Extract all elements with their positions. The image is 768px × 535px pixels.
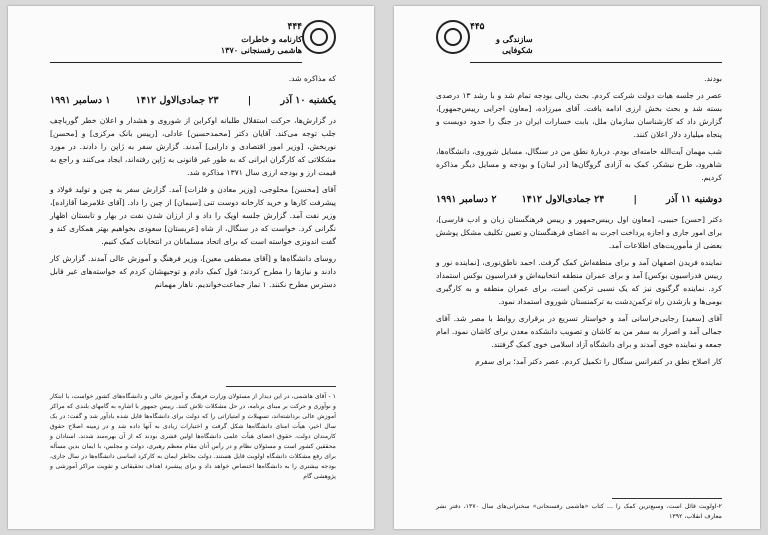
paragraph: نماینده فریدن اصفهان آمد و برای منطقه‌اش کمک گرفت. احمد ناطق‌نوری، [نماینده نور و رییس فدراسیون بوکس] آمد و برای عمران منطقه انتخابیه‌اش و فدراسیون بوکس استمداد کرد. نماینده گرگنوی نیز که یک نسبی ترکمن است، برای عمران منطقه و به کارگیری بومی‌ها و بازشدن راه ترکمن‌دشت به ترکمنستان شوروی استمداد نمود. (436, 258, 722, 306)
running-title (221, 34, 302, 56)
right-page-header (436, 20, 722, 66)
header-rule (470, 62, 722, 63)
date-gregorian: ۲ دسامبر ۱۹۹۱ (436, 194, 497, 205)
right-page-body (436, 72, 722, 372)
left-page-body (50, 72, 336, 295)
paragraph: آقای [سعید] رجایی‌خراسانی آمد و خواستار تسریع در برقراری روابط با مصر شد. آقای جمالی آمد و اصرار به سفر من به کاشان و تصویب دانشکده معدن برای کاشان نمود. امام جمعه و نماینده خوی آمدند و برای دانشگاه آزاد اسلامی خوی کمک گرفتند. (436, 314, 722, 349)
page-number: ۴۴۵ (470, 22, 485, 32)
running-title-line1: کارنامه و خاطرات (241, 34, 302, 44)
paragraph: روسای دانشگاه‌ها و [آقای مصطفی معین]، وزیر فرهنگ و آموزش عالی آمدند. گزارش کار دادند و نیازها را مطرح کردند؛ قول کمک دادم و توجیهشان کردم که خواسته‌های غیر قابل دسترس مطرح نکنند. ۱ نماز جماعت‌خواندیم. ناهار مهمانم (50, 254, 336, 289)
paragraph: شب مهمان آیت‌الله خامنه‌ای بودم. دربارهٔ نطق من در سنگال، مسایل شوروی، دانشگاه‌ها، شاهرود، طرح نیشکر، کمک به آزادی گروگان‌ها [در لبنان] و بودجه و مسایل دیگر مذاکره کردیم. (436, 147, 722, 182)
paragraph: دکتر [حسن] حبیبی، [معاون اول رییس‌جمهور و رییس فرهنگستان زبان و ادب فارسی]، برای امور جاری و اجازه پرداخت اجرت به اعضای فرهنگستان و تعیین تکلیف مشکل پوشش بعضی از مأموریت‌های اطلاعات آمد. (436, 215, 722, 250)
date-gregorian: ۱ دسامبر ۱۹۹۱ (50, 95, 111, 106)
intro-text: که مذاکره شد. (288, 74, 336, 83)
paragraph: بودند. (704, 74, 722, 83)
paragraph: در گزارش‌ها، حرکت استقلال طلبانه اوکراین از شوروی و هشدار و اعلان خطر گورباچف جلب توجه می‌کند. آقایان دکتر [محمدحسین] عادلی، [رییس بانک مرکزی] و [محسن] نوربخش، [وزیر امور اقتصادی و دارایی] آمدند. گزارش سفر به ژاپن را دادند. در مورد مشکلاتی که کارگران ایرانی که به طور غیر قانونی به ژاپن رفته‌اند، ایجاد می‌کنند و راجع به قیمت ارز و بودجه ارزی سال ۱۳۷۱ مذاکره شد. (50, 116, 336, 177)
footnote-rule (612, 498, 722, 499)
page-number: ۴۴۴ (287, 22, 302, 32)
footnote-rule (226, 386, 336, 387)
footnote: ۲-اولویت قائل است، وسیع‌ترین کمک را ... کتاب «هاشمی رفسنجانی» سخنرانی‌های سال ۱۳۷۰، دفتر نشر معارف انقلاب، ۱۳۹۲ (436, 503, 722, 520)
date-weekday: یکشنبه ۱۰ آذر (280, 95, 336, 106)
running-title (496, 34, 533, 56)
left-page-header (50, 20, 336, 66)
header-rule (50, 62, 302, 63)
book-emblem-icon (436, 20, 470, 54)
paragraph: آقای [محسن] محلوجی، [وزیر معادن و فلزات] آمد. گزارش سفر به چین و تولید فولاد و پیشرفت کارها و خرید کارخانه دوست تنی [سیمان] از چین را داد. [آقای غلامرضا آقازاده]، وزیر نفت آمد. گزارش جلسه اوپک را داد و از ارزان شدن نفت در بهار و تابستان اظهار نگرانی کرد. خواست که در سنگال، از شاه [عربستان] سعودی بخواهیم بهتر همکاری کند و گفت اندونزی خواسته است که برای اتحاد مسلمانان در انتخابات کمک کنیم. (50, 185, 336, 246)
date-weekday: دوشنبه ۱۱ آذر (666, 194, 722, 205)
left-page (8, 6, 374, 529)
paragraph: عصر در جلسه هیات دولت شرکت کردم. بحث ریالی بودجه تمام شد و با رشد ۱۳ درصدی بسته شد و بحث بخش ارزی ادامه یافت. آقای میرزاده، [معاون اجرایی رییس‌جمهور]، گزارش داد که کارشناسان سازمان ملل، بابت خسارات ایران در جنگ را حدود دویست و پنجاه میلیارد دلار اعلان کنند. (436, 91, 722, 139)
date-separator: | (633, 194, 637, 205)
book-emblem-icon (302, 20, 336, 54)
running-title-line2: شکوفایی (502, 45, 533, 55)
date-heading (436, 194, 722, 205)
running-title-line1: سازندگی و (496, 34, 533, 44)
footnote: ۱ - آقای هاشمی، در این دیدار از مسئولان وزارت فرهنگ و آموزش عالی و دانشگاه‌های کشور خواست، با ابتکار و نوآوری و حرکت بر مبنای برنامه، در حل مشکلات تلاش کنند. رییس جمهور با اشاره به گامهای بلندی که مراکز آموزش عالی برداشته‌اند، تسهیلات و امتیازاتی را که دولت برای دانشگاه‌ها قایل شده یادآور شد و گفت: در یک سال اخیر، هیأت امنای دانشگاه‌ها شکل گرفت و اختیارات زیادی به آنها داده شد و در زمینه اصلاح حقوق کارمندان دولت، حقوق اعضای هیأت علمی دانشگاه‌ها اولین قشری بودند که از آن بهره‌مند شدند. استادان و محققین کشور است و مسئولان نظام و در رأس آنان مقام معظم رهبری، دولت و مجلس، با ایمان بدین مسأله برای رفع مشکلات دانشگاه اولویت قایل هستند. دولت بخاطر ایمان به کارکرد اساسی دانشگاه‌ها در سال جاری، بودجه بیشتری را به دانشگاه‌ها اختصاص خواهد داد و برای پیشبرد اهداف تحقیقاتی و تقویت مراکز آموزشی و پژوهشی گام (50, 393, 336, 480)
running-title-line2: هاشمی رفسنجانی ۱۳۷۰ (220, 45, 302, 55)
date-separator: | (247, 95, 252, 106)
right-page (394, 6, 760, 529)
paragraph: کار اصلاح نطق در کنفرانس سنگال را تکمیل کردم. عصر دکتر آمد؛ برای سفرم (475, 357, 722, 366)
date-hijri: ۲۴ جمادی‌الاول ۱۴۱۲ (521, 194, 605, 205)
date-hijri: ۲۳ جمادی‌الاول ۱۴۱۲ (135, 95, 219, 106)
date-heading (50, 95, 336, 106)
